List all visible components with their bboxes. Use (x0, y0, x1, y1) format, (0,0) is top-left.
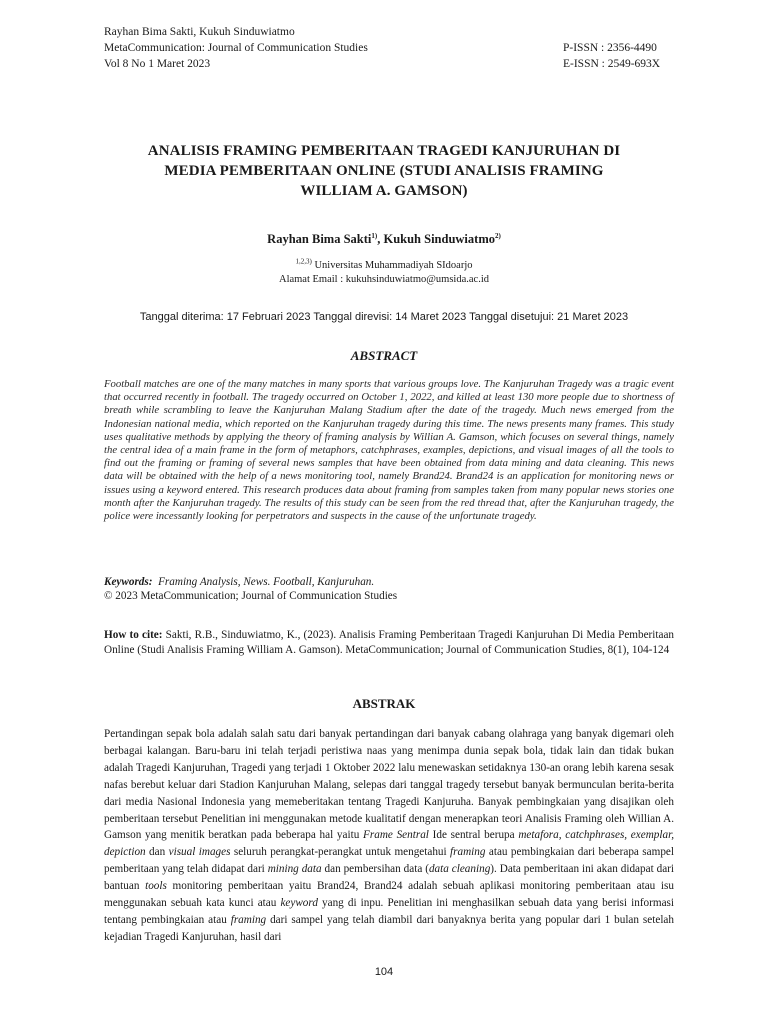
author-1-sup: 1) (371, 231, 378, 240)
affiliation-institution: Universitas Muhammadiyah SIdoarjo (311, 260, 473, 271)
header-authors: Rayhan Bima Sakti, Kukuh Sinduwiatmo (104, 26, 295, 38)
header-volume: Vol 8 No 1 Maret 2023 (104, 58, 211, 70)
issn-block (563, 40, 660, 72)
keywords-label: Keywords: (104, 576, 153, 588)
abstrak-heading: ABSTRAK (352, 696, 416, 711)
cite-text: Sakti, R.B., Sinduwiatmo, K., (2023). Analisis Framing Pemberitaan Tragedi Kanjuruhan Di Media Pemberitaan Online (Studi Analisis Framing William A. Gamson). MetaCommunication; Journal of Communication Studies, 8(1), 104-124 (104, 629, 675, 656)
affiliation (0, 259, 768, 287)
abstract-body: Football matches are one of the many matches in many sports that various groups love. The Kanjuruhan Tragedy was a tragic event that occurred recently in football. The tragedy occurred on October 1, 2022, and killed at least 130 more people due to shortness of breath while scrambling to leave the Kanjuruhan Malang Stadium after the date of the tragedy. Much news emerged from the Indonesian national media, which reported on the Kanjuruhan tragedy during this time. The news presents many frames. This study uses qualitative methods by applying the theory of framing analysis by Willian A. Gamson, which focuses on several things, namely the central idea of a main frame in the form of metaphors, catchphrases, examples, depictions, and visual images of all the tools to find out the framing or framing of several news samples that have been obtained from data mining and data cleaning. This news data will be obtained with the help of a news monitoring tool, namely Brand24. Brand24 is an application for monitoring news or issues using a keyword entered. This research produces data about framing from samples taken from many popular news stories one month after the Kanjuruhan tragedy. The results of this study can be seen from the red thread that, after the Kanjuruhan tragedy, the police were incessantly looking for perpetrators and suspects in the cause of the unfortunate tragedy. (104, 378, 674, 523)
title-line-1: ANALISIS FRAMING PEMBERITAAN TRAGEDI KANJURUHAN DI (147, 143, 621, 159)
author-2: Kukuh Sinduwiatmo (383, 232, 495, 246)
cite-label: How to cite: (104, 629, 163, 641)
abstrak-body: Pertandingan sepak bola adalah salah satu dari banyak pertandingan dari banyak cabang olahraga yang banyak digemari oleh berbagai kalangan. Baru-baru ini telah terjadi peristiwa naas yang menimpa dunia sepak bola, tidak lain dan tidak bukan adalah Tragedi Kanjuruhan, Tragedi yang terjadi 1 Oktober 2022 lalu menewaskan setidaknya 130-an orang lebih karena sesak nafas berebut keluar dari Stadion Kanjuruhan Malang, selepas dari tanggal tragedy tersebut banyak bermunculan berita-berita dari media Nasional Indonesia yang memeberitakan tentang Tragedi Kanjuruha. Banyak pembingkaian yang disajikan oleh pemberitaan tersebut Penelitian ini menggunakan metode kualitatif dengan menerapkan teori Analisis Framing oleh Willian A. Gamson yang menitik beratkan pada beberapa hal yaitu Frame Sentral Ide sentral berupa metafora, catchphrases, exemplar, depiction dan visual images seluruh perangkat-perangkat untuk mengetahui framing atau pembingkaian dari beberapa sampel pemberitaan yang telah didapat dari mining data dan pembersihan data (data cleaning). Data pemberitaan ini akan didapat dari bantuan tools monitoring pemberitaan yaitu Brand24, Brand24 adalah sebuah aplikasi monitoring pemberitaan atau isu menggunakan sebuah kata kunci atau keyword yang di inpu. Penelitian ini menghasilkan sebuah data yang berisi informasi tentang pembingkaian atau framing dari sampel yang telah diambil dari banyaknya berita yang popular dari 1 bulan setelah kejadian Tragedi Kanjuruhan, hasil dari (104, 728, 674, 943)
author-separator: , (377, 232, 384, 246)
paper-title (90, 141, 678, 201)
header-eissn: E-ISSN : 2549-693X (563, 58, 661, 70)
affiliation-email: Alamat Email : kukuhsinduwiatmo@umsida.ac.id (278, 274, 489, 285)
how-to-cite (104, 628, 674, 657)
abstract-heading: ABSTRACT (350, 348, 418, 363)
author-2-sup: 2) (494, 231, 501, 240)
author-line (0, 232, 768, 247)
copyright: © 2023 MetaCommunication; Journal of Communication Studies (104, 590, 398, 602)
keywords-text: Framing Analysis, News. Football, Kanjuruhan. (152, 576, 375, 588)
header-journal: MetaCommunication: Journal of Communication Studies (104, 42, 368, 54)
running-header (104, 24, 368, 72)
affiliation-sup: 1,2,3) (295, 257, 312, 266)
page-number: 104 (374, 966, 394, 978)
header-pissn: P-ISSN : 2356-4490 (563, 42, 657, 54)
title-line-2: MEDIA PEMBERITAAN ONLINE (STUDI ANALISIS FRAMING (164, 163, 604, 179)
title-line-3: WILLIAM A. GAMSON) (300, 183, 468, 199)
author-1: Rayhan Bima Sakti (267, 232, 372, 246)
keywords (104, 576, 374, 588)
submission-dates: Tanggal diterima: 17 Februari 2023 Tanggal direvisi: 14 Maret 2023 Tanggal disetujui: 21 Maret 2023 (139, 311, 629, 323)
